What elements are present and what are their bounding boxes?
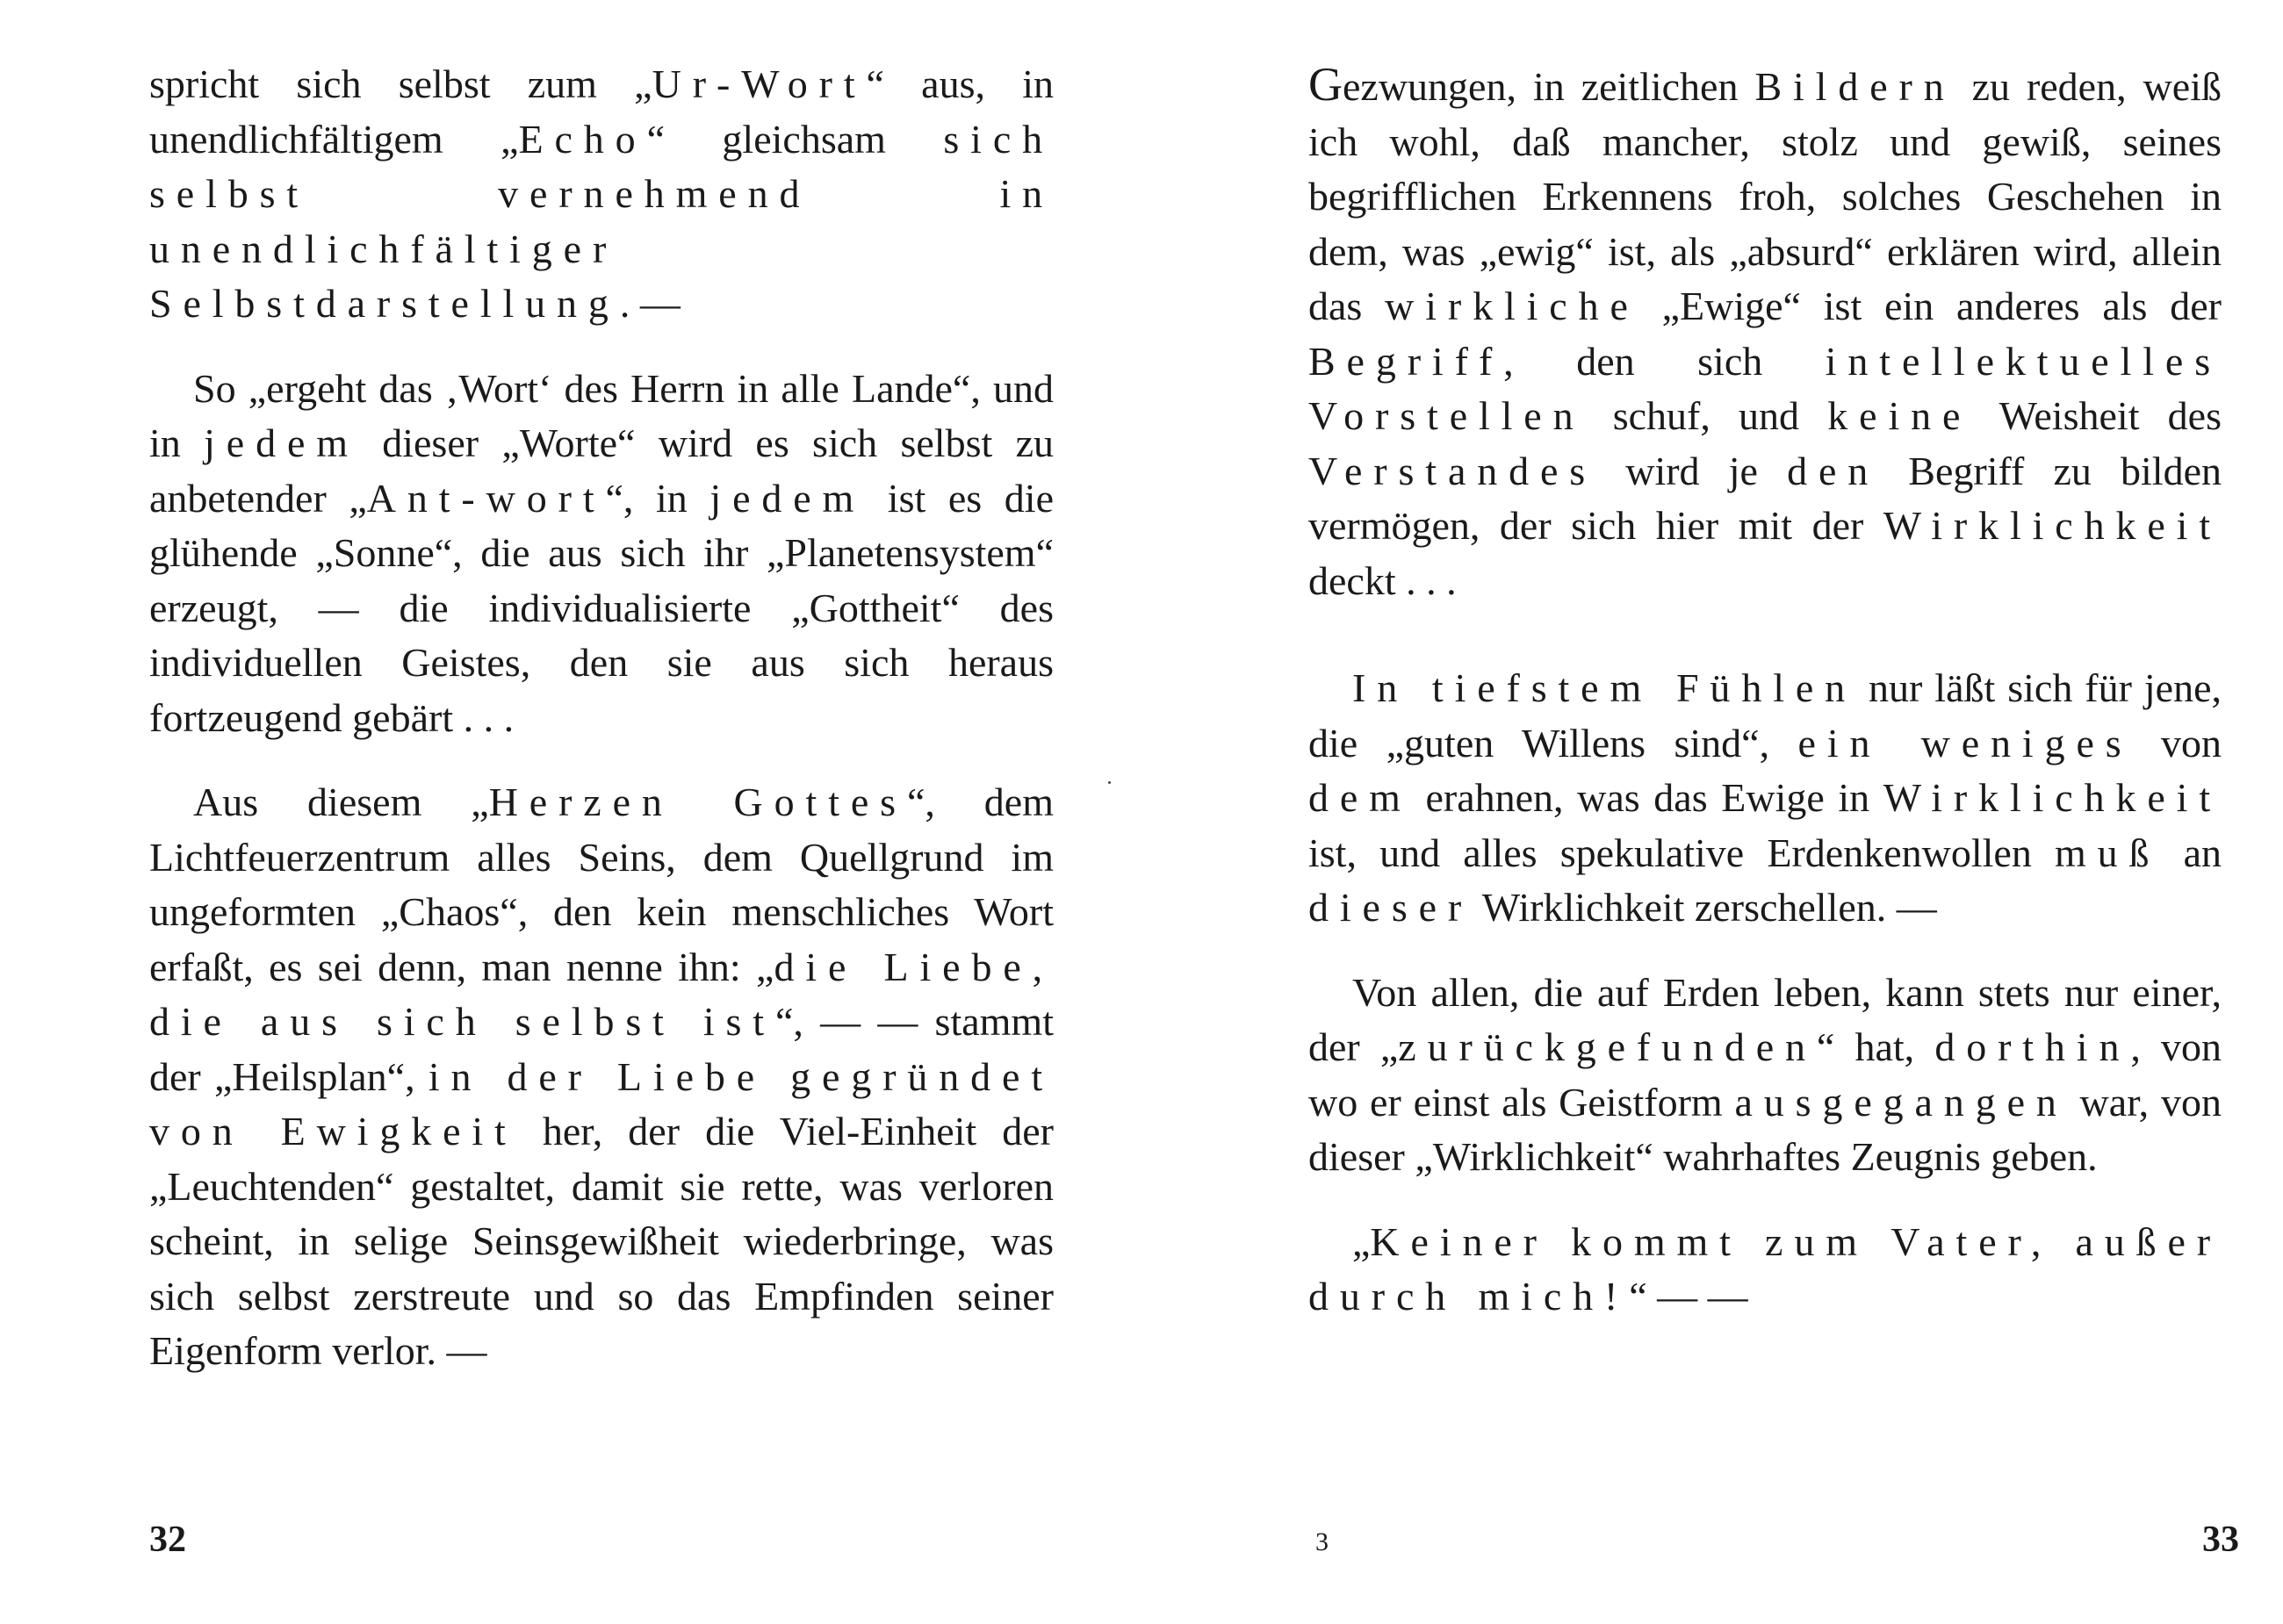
text-run: schuf, und (1584, 393, 1828, 438)
text-run: . — (619, 281, 681, 326)
text-run: “ — — (1629, 1274, 1748, 1319)
paragraph (149, 362, 1054, 746)
spaced-emphasis: Wirklichkeit (1883, 503, 2222, 548)
text-run: ezwungen, in zeitlichen (1343, 64, 1755, 109)
text-run: „Ewige“ ist ein anderes als der (1638, 284, 2222, 328)
text-run: ist es die glühende „Sonne“, die aus sich ihr „Planetensystem“ erzeugt, — die individualisierte „Gottheit“ des individuellen Geistes, den sie aus sich heraus fortzeugend gebärt . . . (149, 475, 1055, 740)
text-run: So „ergeht das ‚Wort‘ des Herrn in alle Lande“, und in (149, 365, 1054, 465)
right-page-text (1308, 57, 2222, 1325)
paragraph (1308, 57, 2222, 608)
spaced-emphasis: dieser (1308, 885, 1473, 930)
text-run: war, von dieser „Wirklichkeit“ wahrhaftes Zeugnis geben. (1308, 1079, 2222, 1179)
text-run: deckt . . . (1308, 557, 1457, 603)
spaced-emphasis: ein weniges (1797, 720, 2133, 765)
spaced-emphasis: Keiner kommt zum Vater, außer durch mich! (1308, 1218, 2222, 1319)
text-run: “, — — stammt der „Heilsplan“, (149, 999, 1054, 1099)
spaced-emphasis: intellektuelles Vorstellen (1308, 338, 2222, 438)
signature-mark: 3 (1315, 1527, 1329, 1556)
text-run: Begriff zu bilden vermögen, der sich hier mit der (1308, 448, 2222, 548)
text-run: ist, und alles spekulative Erdenkenwollen (1308, 830, 2055, 875)
spaced-emphasis: Herzen Gottes (488, 780, 907, 824)
spaced-emphasis: Ant-wort (366, 475, 606, 521)
gutter-mark (1108, 781, 1111, 784)
spaced-emphasis: muß (2055, 830, 2161, 875)
paragraph (1308, 1215, 2222, 1325)
spaced-emphasis: Echo (518, 116, 647, 162)
spaced-emphasis: Bildern (1754, 64, 1955, 109)
text-run: Von allen, die auf Erden leben, kann stets nur einer, der „ (1308, 969, 2222, 1069)
spaced-emphasis: ausgegangen (1734, 1079, 2068, 1125)
spaced-emphasis: dorthin (1934, 1024, 2131, 1069)
spaced-emphasis: jedem (709, 475, 866, 521)
spaced-emphasis: wirkliche (1385, 284, 1639, 328)
text-run: “, dem Lichtfeuerzentrum alles Seins, dem Quellgrund im ungeformten „Chaos“, den kein menschliches Wort erfaßt, es sei denn, man nenne ihn: „ (149, 780, 1054, 989)
spaced-emphasis: die Liebe, die aus sich selbst ist (149, 944, 1054, 1044)
text-run: “ gleichsam (646, 116, 944, 162)
initial-capital: G (1308, 58, 1343, 111)
text-run: Weisheit des (1971, 393, 2222, 438)
paragraph (1308, 661, 2222, 936)
text-run: wird je (1596, 448, 1788, 493)
spaced-emphasis: In tiefstem Fühlen (1352, 665, 1857, 710)
left-page-text (149, 57, 1054, 1379)
text-run: her, der die Viel-Einheit der „Leuchtenden“ gestaltet, damit sie rette, was verloren scheint, in selige Seinsgewißheit wiederbringe, was sich selbst zerstreute und so das Empfinden seiner Eigenform verlor. — (149, 1109, 1055, 1373)
text-run: nur läßt sich für jene, die „guten Willens sind“, (1308, 665, 2222, 765)
spaced-emphasis: den (1787, 448, 1880, 493)
spaced-emphasis: Ur-Wort (652, 61, 867, 106)
text-run: „ (1352, 1218, 1371, 1264)
spaced-emphasis: jedem (204, 420, 359, 465)
paragraph (1308, 966, 2222, 1185)
spaced-emphasis: keine (1827, 393, 1972, 438)
text-run: dieser „Worte“ wird es sich selbst zu anbetender „ (149, 420, 1054, 521)
page-number: 33 (2202, 1520, 2239, 1560)
spaced-emphasis: zurückgefunden (1398, 1024, 1817, 1069)
paragraph (149, 775, 1054, 1379)
spaced-emphasis: Wirklichkeit (1883, 775, 2222, 820)
paragraph (149, 57, 1054, 332)
page-number: 32 (149, 1520, 186, 1560)
text-run: Aus diesem „ (193, 780, 489, 824)
text-run: , den sich (1503, 338, 1826, 384)
text-run: Wirklichkeit zerschellen. — (1473, 885, 1937, 930)
spaced-emphasis: Verstandes (1308, 448, 1597, 493)
text-run: , von wo er einst als Geistform (1308, 1024, 2222, 1125)
text-run: “ aus, in unendlichfältigem „ (149, 61, 1054, 162)
text-run: an (2160, 830, 2222, 875)
text-run: “, in (605, 475, 710, 521)
spaced-emphasis: Begriff (1308, 338, 1504, 384)
text-run: erahnen, was das Ewige in (1411, 775, 1883, 820)
right-page (1142, 0, 2283, 1624)
spaced-emphasis: dem (1308, 775, 1412, 820)
text-run: “ hat, (1816, 1024, 1935, 1069)
text-run: von (2132, 720, 2222, 765)
spaced-emphasis: sich selbst vernehmend in unendlichfältiger Selbstdarstellung (149, 116, 1054, 326)
text-run: zu reden, weiß ich wohl, daß mancher, stolz und gewiß, seines begrifflichen Erkennens froh, solches Geschehen in dem, was „ewig“ ist, als „absurd“ erklären wird, allein das (1308, 64, 2222, 328)
spaced-emphasis: in der Liebe gegründet von Ewigkeit (149, 1053, 1054, 1153)
text-run: spricht sich selbst zum „ (149, 61, 652, 106)
